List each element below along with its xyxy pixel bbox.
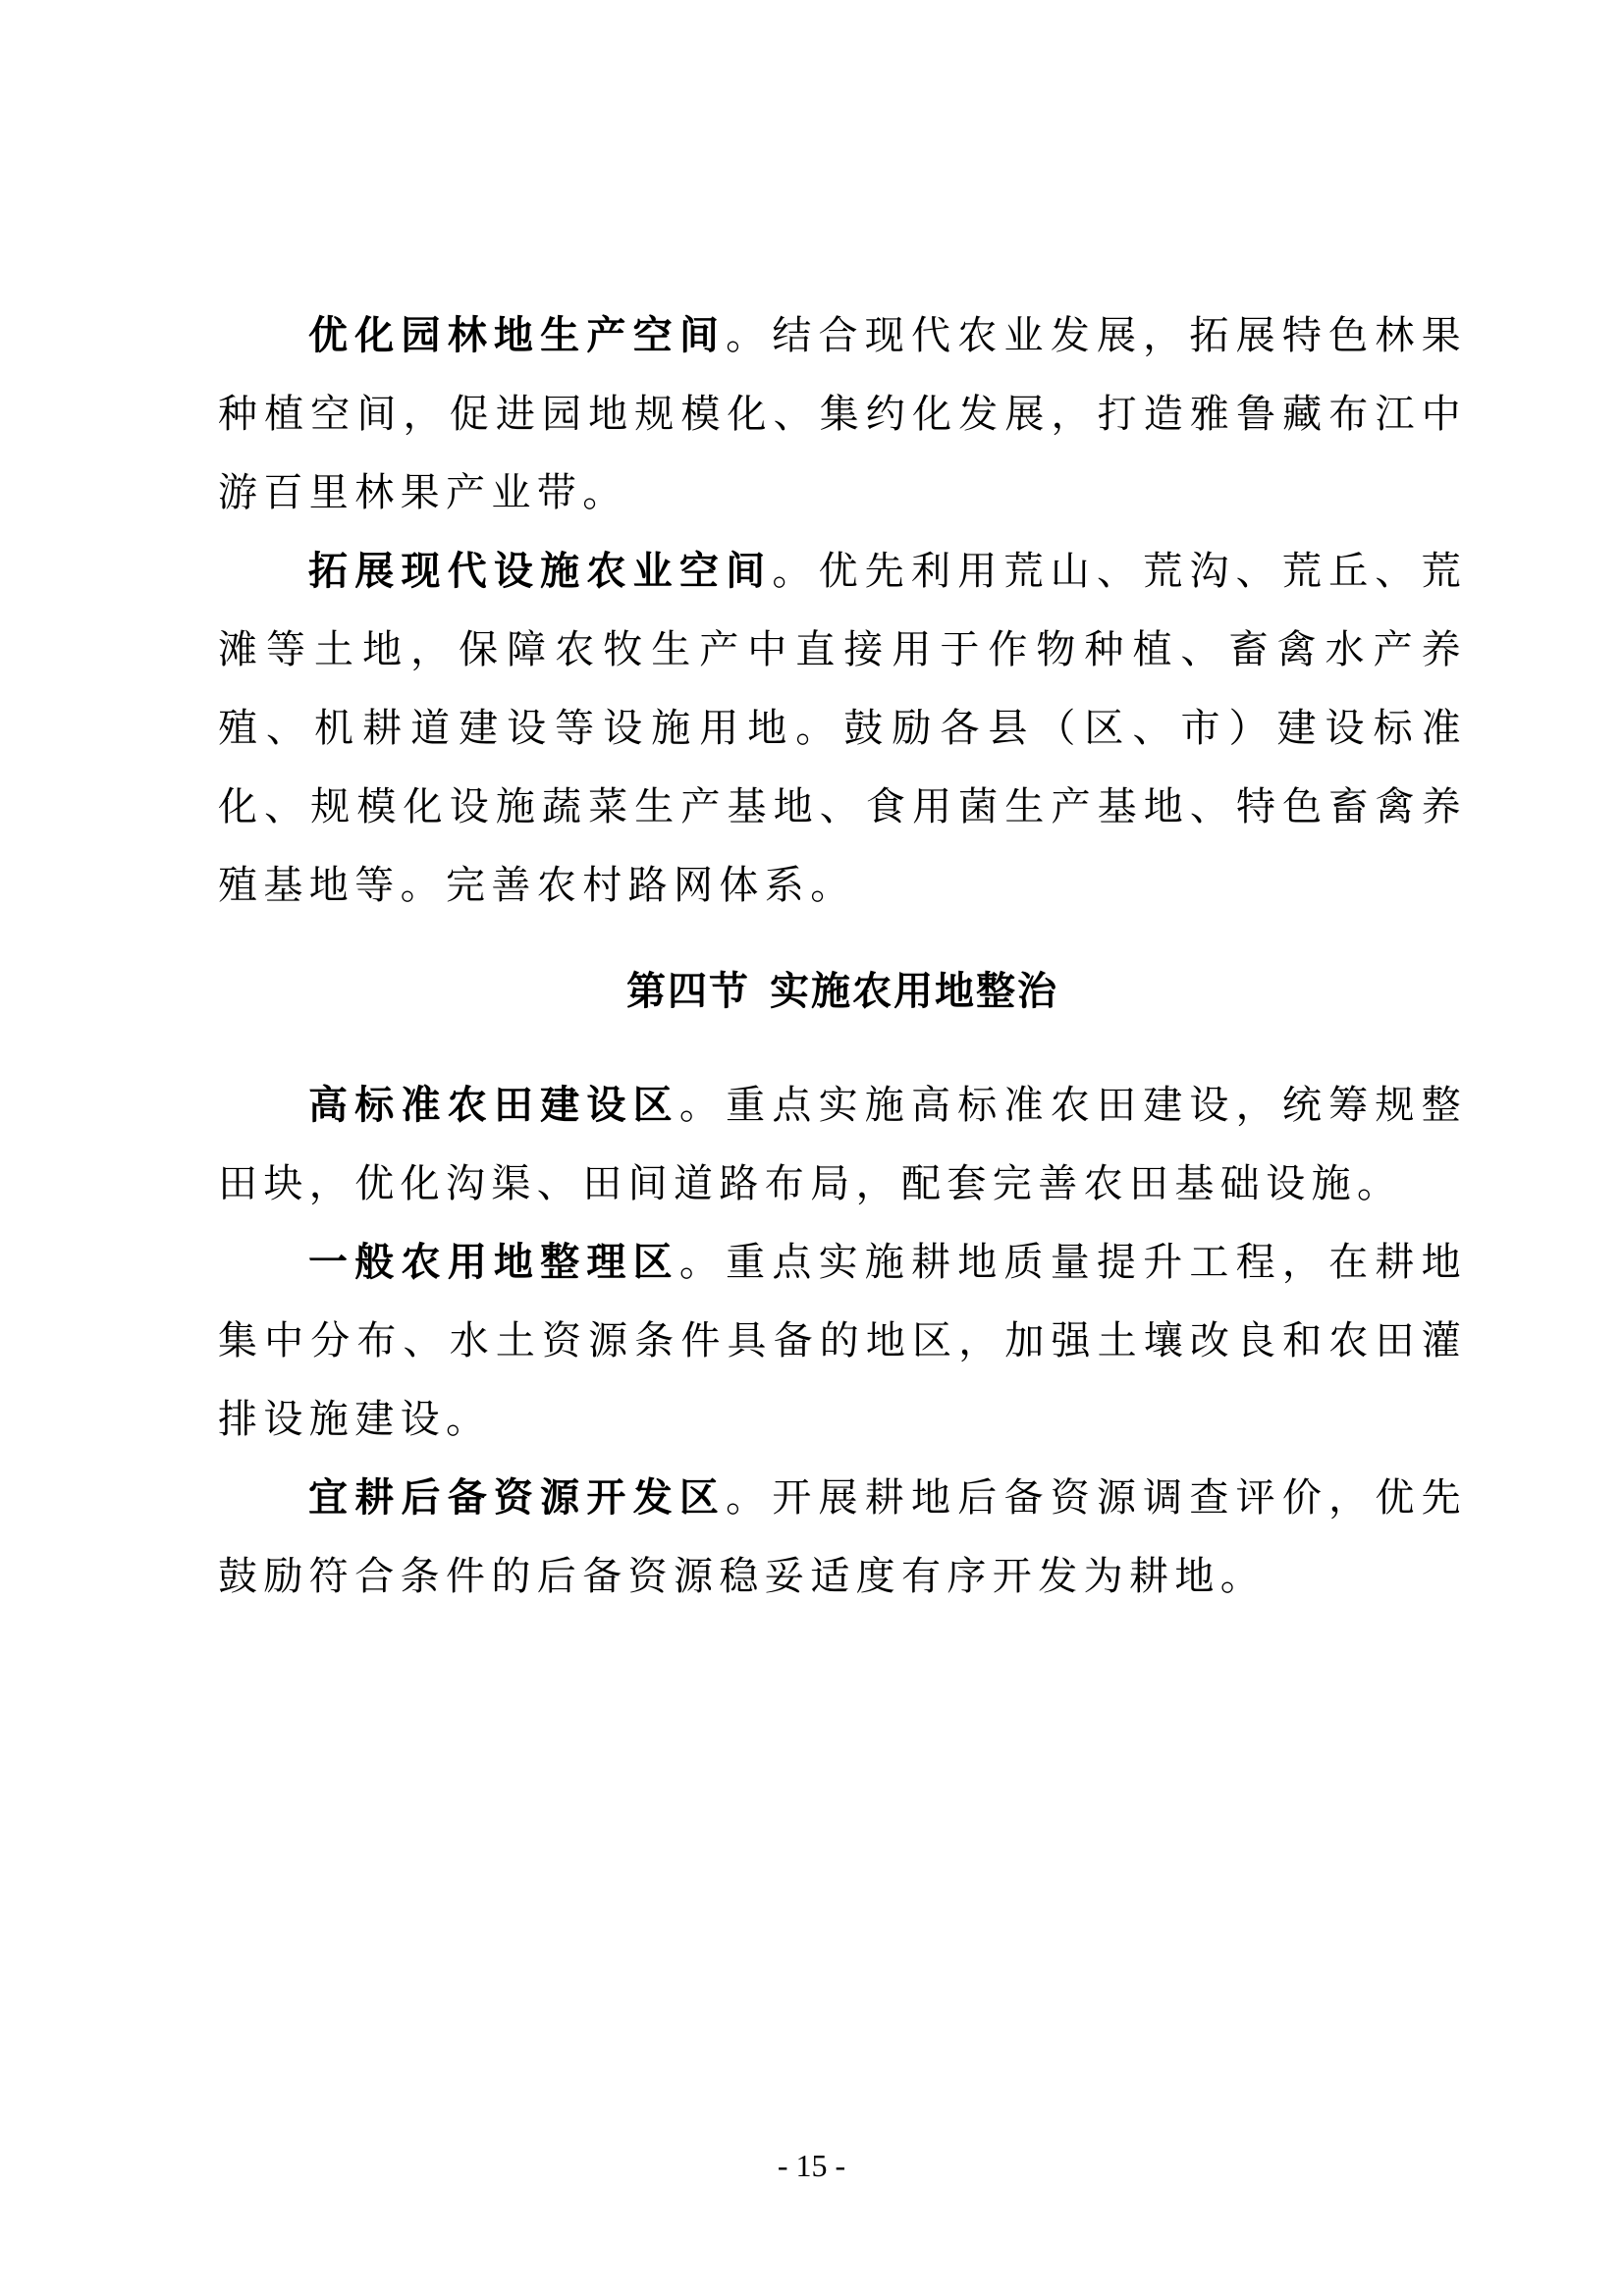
paragraph-high-standard-farmland [218, 1066, 1467, 1223]
section-number: 第四节 [626, 969, 750, 1014]
paragraph-lead: 宜耕后备资源开发区 [308, 1475, 727, 1521]
paragraph-lead: 优化园林地生产空间 [308, 313, 727, 358]
paragraph-general-farmland-consolidation [218, 1223, 1467, 1459]
paragraph-body: 。优先利用荒山、荒沟、荒丘、荒滩等土地，保障农牧生产中直接用于作物种植、畜禽水产养殖、机耕道建设等设施用地。鼓励各县（区、市）建设标准化、规模化设施蔬菜生产基地、食用菌生产基地、特色畜禽养殖基地等。完善农村路网体系。 [218, 549, 1468, 908]
section-heading [218, 962, 1467, 1021]
paragraph-body: 。结合现代农业发展，拓展特色林果种植空间，促进园地规模化、集约化发展，打造雅鲁藏布江中游百里林果产业带。 [218, 313, 1467, 515]
page-number: - 15 - [777, 2148, 846, 2183]
paragraph-body: 。开展耕地后备资源调查评价，优先鼓励符合条件的后备资源稳妥适度有序开发为耕地。 [218, 1475, 1467, 1599]
paragraph-body: 。重点实施高标准农田建设，统筹规整田块，优化沟渠、田间道路布局，配套完善农田基础设施。 [218, 1083, 1467, 1206]
paragraph-reserve-resources-development [218, 1459, 1467, 1616]
paragraph-body: 。重点实施耕地质量提升工程，在耕地集中分布、水土资源条件具备的地区，加强土壤改良和农田灌排设施建设。 [218, 1240, 1467, 1442]
paragraph-garden-forest-space [218, 296, 1467, 532]
paragraph-lead: 一般农用地整理区 [308, 1240, 679, 1285]
paragraph-lead: 高标准农田建设区 [308, 1083, 679, 1128]
paragraph-lead: 拓展现代设施农业空间 [308, 549, 773, 594]
paragraph-facility-agriculture-space [218, 532, 1467, 925]
section-title: 实施农用地整治 [770, 969, 1058, 1014]
